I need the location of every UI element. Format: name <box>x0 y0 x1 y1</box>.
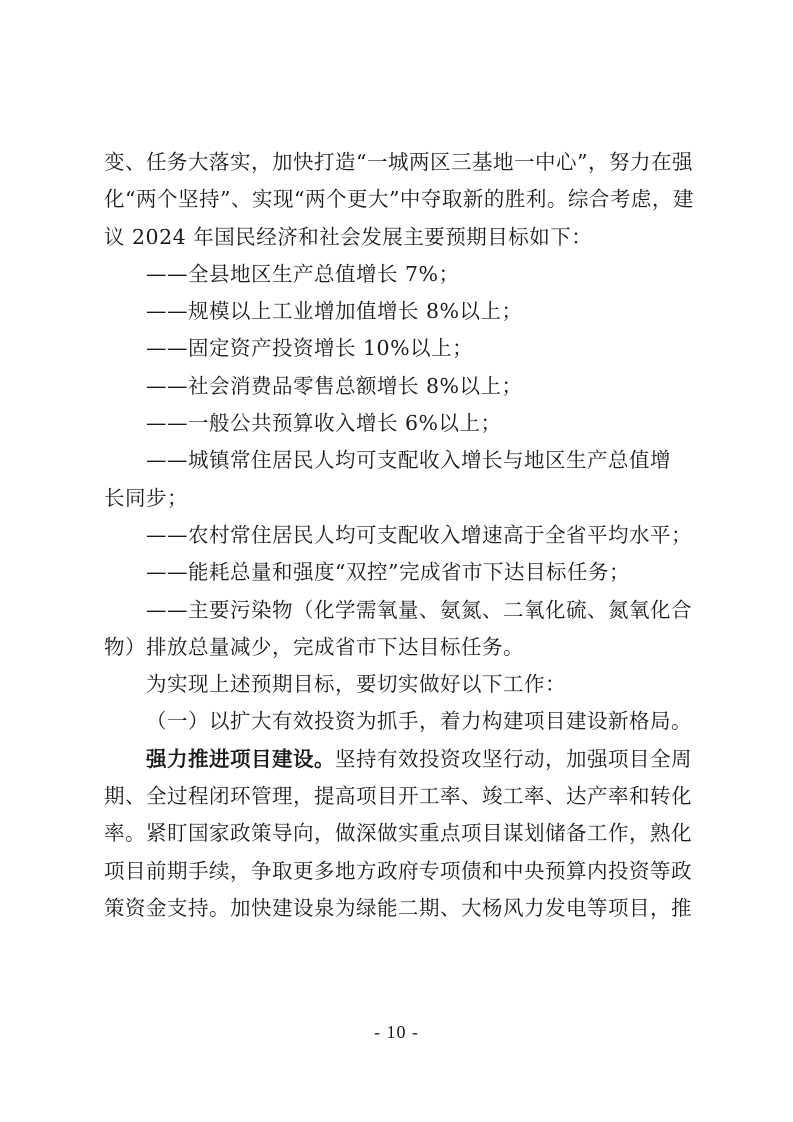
text-line: 期、全过程闭环管理，提高项目开工率、竣工率、达产率和转化 <box>104 784 692 809</box>
text-line: 项目前期手续，争取更多地方政府专项债和中央预算内投资等政 <box>104 858 692 883</box>
page-number: - 10 - <box>374 1022 419 1042</box>
paragraph-first-line-text: 坚持有效投资攻坚行动，加强项目全周 <box>335 746 692 771</box>
text-line: 变、任务大落实，加快打造“一城两区三基地一中心”，努力在强 <box>104 150 693 174</box>
text-line: 议 2024 年国民经济和社会发展主要预期目标如下： <box>104 224 593 249</box>
text-line: 化“两个坚持”、实现“两个更大”中夺取新的胜利。综合考虑，建 <box>104 187 694 212</box>
target-item: ——农村常住居民人均可支配收入增速高于全省平均水平； <box>146 522 692 547</box>
target-item: ——固定资产投资增长 10%以上； <box>146 336 474 361</box>
target-item: ——主要污染物（化学需氧量、氨氮、二氧化硫、氮氧化合 <box>146 597 692 622</box>
target-item: ——一般公共预算收入增长 6%以上； <box>146 411 502 436</box>
text-line: 为实现上述预期目标，要切实做好以下工作： <box>146 672 566 697</box>
target-item: ——规模以上工业增加值增长 8%以上； <box>146 299 523 324</box>
target-item: ——城镇常住居民人均可支配收入增长与地区生产总值增 <box>146 448 671 473</box>
section-heading: （一）以扩大有效投资为抓手，着力构建项目建设新格局。 <box>146 709 692 734</box>
paragraph-first-line <box>104 741 694 778</box>
target-item: ——能耗总量和强度“双控”完成省市下达目标任务； <box>146 560 630 585</box>
body-text <box>104 144 694 927</box>
paragraph-bold-lead: 强力推进项目建设。 <box>146 746 335 771</box>
text-line: 长同步； <box>104 485 188 510</box>
target-item: ——社会消费品零售总额增长 8%以上； <box>146 373 523 398</box>
text-line: 策资金支持。加快建设泉为绿能二期、大杨风力发电等项目，推 <box>104 895 692 920</box>
text-line: 物）排放总量减少，完成省市下达目标任务。 <box>104 634 524 659</box>
text-line: 率。紧盯国家政策导向，做深做实重点项目谋划储备工作，熟化 <box>104 821 692 846</box>
target-item: ——全县地区生产总值增长 7%； <box>146 261 460 286</box>
